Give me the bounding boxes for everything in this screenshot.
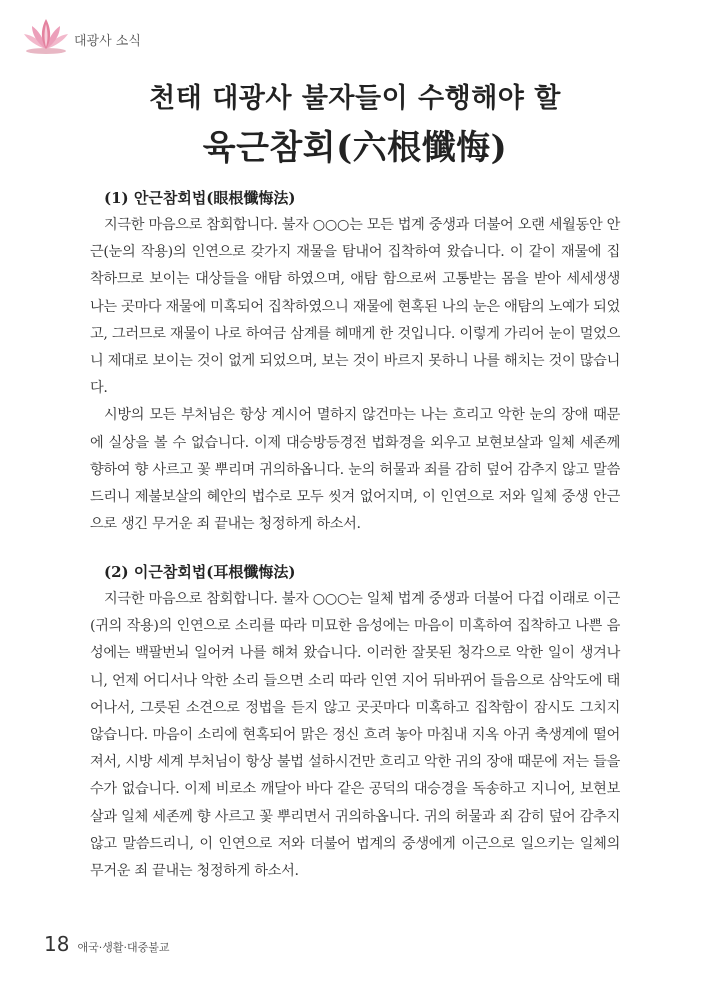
page-number: 18 [44, 932, 70, 956]
page-header [22, 14, 141, 58]
section-eye-root [90, 184, 620, 538]
section-heading: (1) 안근참회법(眼根懺悔法) [104, 189, 296, 207]
article-title-line2: 육근참회(六根懺悔) [202, 128, 508, 168]
section-ear-root [90, 558, 620, 885]
paragraph: 지극한 마음으로 참회합니다. 불자 ○○○는 모든 법계 중생과 더불어 오랜 세월동안 안근(눈의 작용)의 인연으로 갖가지 재물을 탐내어 집착하여 왔습니다. 이 같이 재물에 집착하므로 보이는 대상들을 애탐 하였으며, 애탐 함으로써 고통받는 몸을 받아 세세생생 나는 곳마다 재물에 미혹되어 집착하였으니 재물에 현혹된 나의 눈은 애탐의 노예가 되었고, 그러므로 재물이 나로 하여금 삼계를 헤매게 한 것입니다. 이렇게 가리어 눈이 멀었으니 제대로 보이는 것이 없게 되었으며, 보는 것이 바르지 못하니 나를 해치는 것이 많습니다. [90, 217, 620, 397]
page-footer [44, 932, 169, 956]
paragraph: 지극한 마음으로 참회합니다. 불자 ○○○는 일체 법계 중생과 더불어 다겁 이래로 이근(귀의 작용)의 인연으로 소리를 따라 미묘한 음성에는 마음이 미혹하여 집착하고 나쁜 음성에는 백팔번뇌 일어켜 나를 해쳐 왔습니다. 이러한 잘못된 청각으로 악한 일이 생겨나니, 언제 어디서나 악한 소리 들으면 소리 따라 인연 지어 뒤바뀌어 들음으로 삼악도에 태어나서, 그릇된 소견으로 정법을 듣지 않고 곳곳마다 미혹하고 집착함이 잠시도 그치지 않습니다. 마음이 소리에 현혹되어 맑은 정신 흐려 놓아 마침내 지옥 아귀 축생계에 떨어져서, 시방 세계 부처님이 항상 불법 설하시건만 흐리고 악한 귀의 장애 때문에 저는 들을 수가 없습니다. 이제 비로소 깨달아 바다 같은 공덕의 대승경을 독송하고 지니어, 보현보살과 일체 세존께 향 사르고 꽃 뿌리면서 귀의하옵니다. 귀의 허물과 죄 감히 덮어 감추지 않고 말씀드리니, 이 인연으로 저와 더불어 법계의 중생에게 이근으로 일으키는 일체의 무거운 죄 끝내는 청정하게 하소서. [90, 591, 620, 880]
section-heading: (2) 이근참회법(耳根懺悔法) [104, 563, 296, 581]
article-title-line1: 천태 대광사 불자들이 수행해야 할 [149, 83, 561, 114]
publication-name: 애국·생활·대중불교 [77, 941, 170, 954]
section-label: 대광사 소식 [74, 33, 141, 49]
paragraph: 시방의 모든 부처님은 항상 계시어 멸하지 않건마는 나는 흐리고 악한 눈의 장애 때문에 실상을 볼 수 없습니다. 이제 대승방등경전 법화경을 외우고 보현보살과 일체 세존께 향하여 향 사르고 꽃 뿌리며 귀의하옵니다. 눈의 허물과 죄를 감히 덮어 감추지 않고 말씀드리니 제불보살의 혜안의 법수로 모두 씻겨 없어지며, 이 인연으로 저와 일체 중생 안근으로 생긴 무거운 죄 끝내는 청정하게 하소서. [90, 407, 620, 533]
lotus-icon [22, 16, 70, 56]
